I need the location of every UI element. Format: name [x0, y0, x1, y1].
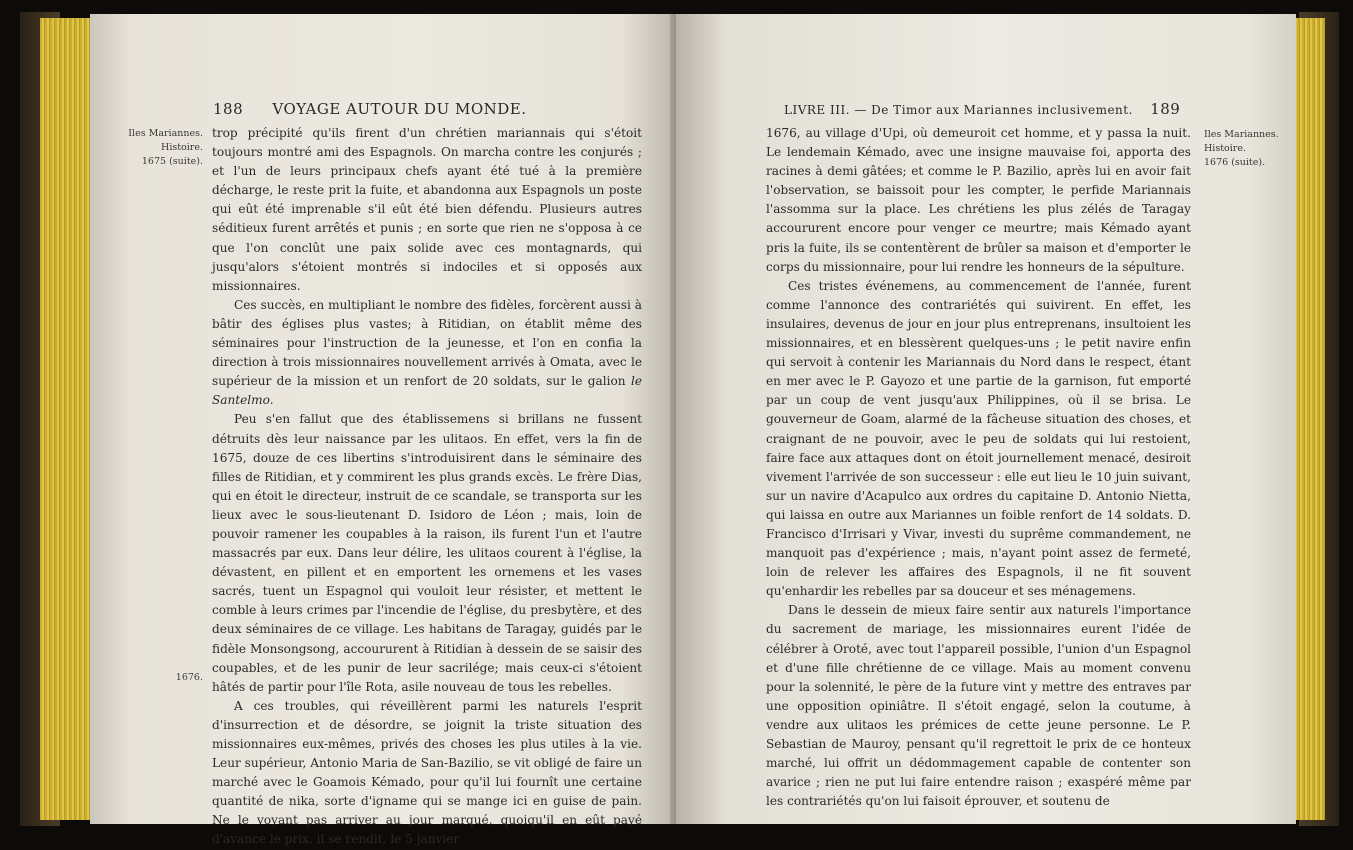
margin-note: Iles Mariannes. Histoire. 1675 (suite).	[128, 128, 203, 167]
page-number: 188	[213, 100, 244, 118]
ship-name: le Santelmo.	[212, 374, 642, 408]
running-head-title: LIVRE III. — De Timor aux Mariannes inclusivement.	[784, 103, 1133, 117]
paragraph: 1676, au village d'Upi, où demeuroit cet homme, et y passa la nuit. Le lendemain Kémado, avec une insigne mauvaise foi, apporta des racines à demi gâtées; et comme le P. Bazilio, après lui en avoir fait l'observation, se baissoit pour les compter, le perfide Mariannais l'assomma sur la place. Les chrétiens les plus zélés de Taragay accoururent encore pour venger ce meurtre; mais Kémado ayant pris la fuite, ils se contentèrent de brûler sa maison et d'emporter le corps du missionnaire, pour lui rendre les honneurs de la sépulture.	[766, 126, 1191, 274]
left-page	[90, 14, 680, 847]
right-running-head	[784, 100, 1180, 118]
right-page	[676, 14, 1296, 824]
left-text-body	[212, 124, 642, 850]
paragraph: Peu s'en fallut que des établissemens si brillans ne fussent détruits dès leur naissance par les ulitaos. En effet, vers la fin de 1675, douze de ces libertins s'introduisirent dans le séminaire des filles de Ritidian, et y commirent les plus grands excès. Le frère Dias, qui en étoit le directeur, instruit de ce scandale, se transporta sur les lieux avec le sous-lieutenant D. Isidoro de Léon ; mais, loin de pouvoir ramener les coupables à la raison, ils furent l'un et l'autre massacrés par eux. Dans leur délire, les ulitaos courent à l'église, la dévastent, en pillent et en emportent les ornemens et les vases sacrés, tuent un Espagnol qui vouloit leur résister, et mettent le comble à leurs crimes par l'incendie de l'église, du presbytère, et des deux séminaires de ce village. Les habitans de Taragay, guidés par le fidèle Monsongsong, accoururent à Ritidian à dessein de se saisir des coupables, et de les punir de leur sacrilége; mais ceux-ci s'étoient hâtés de partir pour l'île Rota, asile nouveau de tous les rebelles.	[212, 412, 642, 694]
margin-note-year: 1676.	[175, 672, 203, 683]
right-text-body	[766, 124, 1191, 811]
running-head-title: VOYAGE AUTOUR DU MONDE.	[272, 100, 527, 118]
gilt-page-edges-left	[40, 18, 92, 820]
paragraph: Ces tristes événemens, au commencement de l'année, furent comme l'annonce des contrariétés qui suivirent. En effet, les insulaires, devenus de jour en jour plus entreprenans, insultoient les missionnaires, et en blessèrent quelques-uns ; le petit navire enfin qui servoit à contenir les Mariannais du Nord dans le respect, étant en mer avec le P. Gayozo et une partie de la garnison, fut emporté par un coup de vent jusqu'aux Philippines, où il se brisa. Le gouverneur de Goam, alarmé de la fâcheuse situation des choses, et craignant de ne pouvoir, avec le peu de soldats qui lui restoient, faire face aux attaques dont on étoit journellement menacé, desiroit vivement l'arrivée de son successeur : elle eut lieu le 10 juin suivant, sur un navire d'Acapulco aux ordres du capitaine D. Antonio Nietta, qui laissa en outre aux Mariannes un foible renfort de 14 soldats. D. Francisco d'Irrisari y Vivar, investi du suprême commandement, ne manquoit pas d'expérience ; mais, n'ayant point assez de fermeté, loin de relever les affaires des Espagnols, il ne fit souvent qu'enhardir les rebelles par sa douceur et ses ménagemens.	[766, 278, 1191, 599]
left-running-head	[213, 100, 527, 118]
paragraph: Ces succès, en multipliant le nombre des fidèles, forcèrent aussi à bâtir des églises plus vastes; à Ritidian, on établit même des séminaires pour l'instruction de la jeunesse, et l'on en confia la direction à trois missionnaires nouvellement arrivés à Omata, avec le supérieur de la mission et un renfort de 20 soldats, sur le galion le Santelmo.	[212, 297, 642, 408]
paragraph: A ces troubles, qui réveillèrent parmi les naturels l'esprit d'insurrection et de désordre, se joignit la triste situation des missionnaires eux-mêmes, privés des choses les plus utiles à la vie. Leur supérieur, Antonio Maria de San-Bazilio, se vit obligé de faire un marché avec le Goamois Kémado, pour qu'il lui fournît une certaine quantité de nika, sorte d'igname qui se mange ici en guise de pain. Ne le voyant pas arriver au jour marqué, quoiqu'il en eût payé d'avance le prix, il se rendit, le 5 janvier	[212, 698, 642, 847]
paragraph: Dans le dessein de mieux faire sentir aux naturels l'importance du sacrement de mariage, les missionnaires eurent l'idée de célébrer à Oroté, avec tout l'appareil possible, l'union d'un Espagnol et d'une fille chrétienne de ce village. Mais au moment convenu pour la solennité, le père de la future vint y mettre des entraves par une opposition opiniâtre. Il s'étoit engagé, selon la coutume, à vendre aux ulitaos les prémices de cette jeune personne. Le P. Sebastian de Mauroy, pensant qu'il regrettoit le prix de ce honteux marché, lui offrit un dédommagement capable de contenter son avarice ; rien ne put lui faire entendre raison ; exaspéré même par les contrariétés qu'on lui faisoit éprouver, et soutenu de	[766, 603, 1191, 809]
paragraph: trop précipité qu'ils firent d'un chrétien mariannais qui s'étoit toujours montré ami des Espagnols. On marcha contre les conjurés ; et l'un de leurs principaux chefs ayant été tué à la première décharge, le reste prit la fuite, et abandonna aux Espagnols un poste qui eût été imprenable s'il eût été bien défendu. Plusieurs autres séditieux furent arrêtés et punis ; en sorte que rien ne s'opposa à ce que l'on conclût une paix solide avec ces montagnards, qui jusqu'alors s'étoient montrés si indociles et si opposés aux missionnaires.	[212, 126, 642, 293]
page-number: 189	[1150, 100, 1181, 118]
margin-note: Iles Mariannes. Histoire. 1676 (suite).	[1204, 129, 1279, 168]
